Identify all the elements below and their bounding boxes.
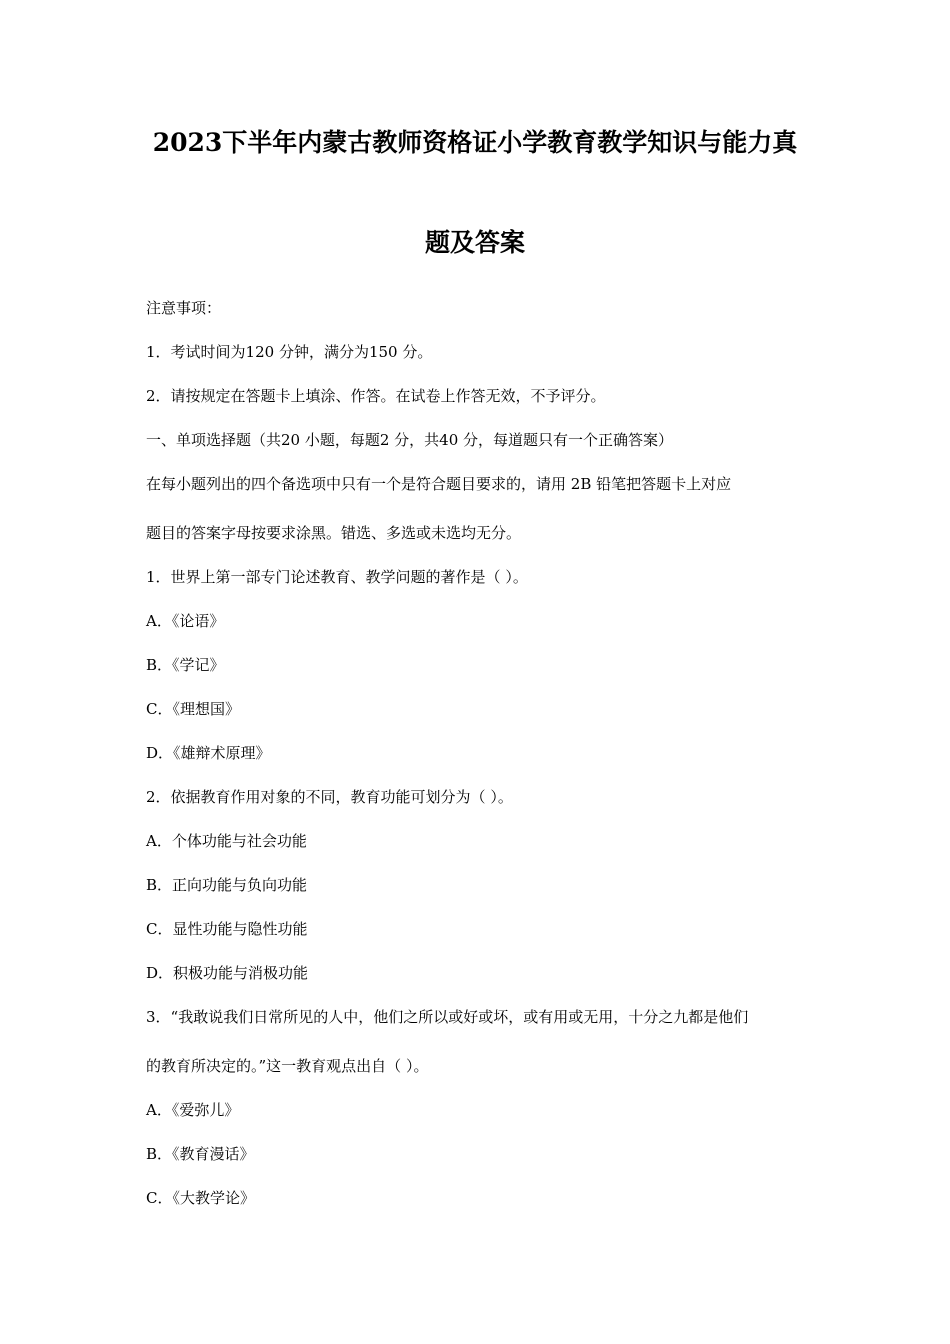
document-title-line-1: 2023下半年内蒙古教师资格证小学教育教学知识与能力真	[152, 128, 798, 157]
question-1-stem: 1．世界上第一部专门论述教育、教学问题的著作是（ ）。	[146, 568, 528, 586]
question-2-option-d: D．积极功能与消极功能	[146, 964, 309, 982]
question-3-option-a: A．《爱弥儿》	[146, 1101, 240, 1119]
question-2-option-b: B．正向功能与负向功能	[146, 876, 308, 894]
section-instruction-line-2: 题目的答案字母按要求涂黑。错选、多选或未选均无分。	[146, 524, 522, 542]
notice-item-1: 1．考试时间为120 分钟，满分为150 分。	[146, 343, 433, 361]
question-2-option-c: C．显性功能与隐性功能	[146, 920, 308, 938]
section-instruction-line-1: 在每小题列出的四个备选项中只有一个是符合题目要求的，请用 2B 铅笔把答题卡上对应	[146, 475, 732, 493]
question-1-option-a: A．《论语》	[146, 612, 225, 630]
question-3-option-b: B．《教育漫话》	[146, 1145, 255, 1163]
question-1-option-c: C．《理想国》	[146, 700, 240, 718]
document-title-line-2: 题及答案	[424, 228, 525, 257]
section-heading: 一、单项选择题（共20 小题，每题2 分，共40 分，每道题只有一个正确答案）	[146, 431, 674, 449]
question-2-option-a: A．个体功能与社会功能	[146, 832, 307, 850]
question-1-option-d: D．《雄辩术原理》	[146, 744, 271, 762]
question-2-stem: 2．依据教育作用对象的不同，教育功能可划分为（ ）。	[146, 788, 513, 806]
question-3-stem-line-1: 3．“我敢说我们日常所见的人中，他们之所以或好或坏，或有用或无用，十分之九都是他们	[146, 1008, 749, 1026]
notice-item-2: 2．请按规定在答题卡上填涂、作答。在试卷上作答无效，不予评分。	[146, 387, 606, 405]
question-3-stem-line-2: 的教育所决定的。”这一教育观点出自（ ）。	[146, 1057, 429, 1075]
question-1-option-b: B．《学记》	[146, 656, 225, 674]
notice-heading: 注意事项：	[146, 299, 222, 317]
question-3-option-c: C．《大教学论》	[146, 1189, 255, 1207]
